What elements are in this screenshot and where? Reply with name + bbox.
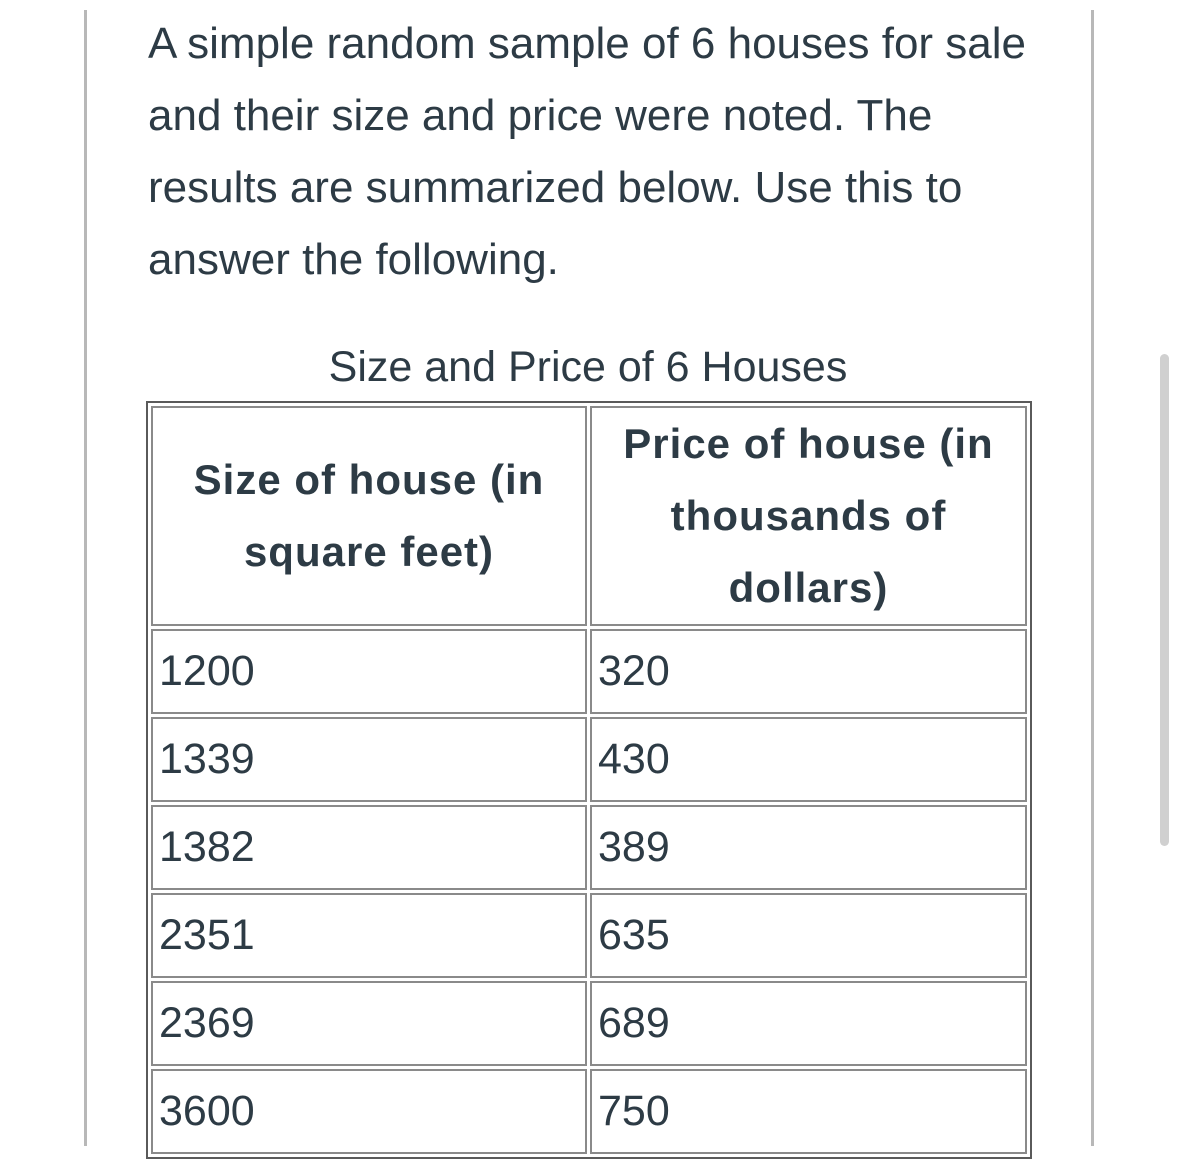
size-cell: 1339 bbox=[151, 717, 587, 802]
price-cell: 430 bbox=[590, 717, 1027, 802]
column-header-price: Price of house (in thousands of dollars) bbox=[590, 406, 1027, 626]
houses-table bbox=[146, 401, 1032, 1159]
table-caption: Size and Price of 6 Houses bbox=[328, 343, 848, 391]
question-intro-text: A simple random sample of 6 houses for sale and their size and price were noted. The results are summarized below. Use this to answer the following. bbox=[148, 19, 1027, 284]
content-left-border bbox=[84, 10, 87, 1146]
table-header-row bbox=[151, 406, 1027, 626]
column-header-size: Size of house (in square feet) bbox=[151, 406, 587, 626]
size-cell: 2351 bbox=[151, 893, 587, 978]
size-cell: 1382 bbox=[151, 805, 587, 890]
size-cell: 3600 bbox=[151, 1069, 587, 1154]
table-row bbox=[151, 1069, 1027, 1154]
size-cell: 2369 bbox=[151, 981, 587, 1066]
price-cell: 389 bbox=[590, 805, 1027, 890]
price-cell: 320 bbox=[590, 629, 1027, 714]
table-row bbox=[151, 629, 1027, 714]
size-cell: 1200 bbox=[151, 629, 587, 714]
scrollbar[interactable] bbox=[1160, 354, 1169, 846]
table-row bbox=[151, 893, 1027, 978]
content-right-border bbox=[1091, 10, 1094, 1146]
price-cell: 689 bbox=[590, 981, 1027, 1066]
table-row bbox=[151, 981, 1027, 1066]
price-cell: 635 bbox=[590, 893, 1027, 978]
price-cell: 750 bbox=[590, 1069, 1027, 1154]
table-row bbox=[151, 805, 1027, 890]
table-row bbox=[151, 717, 1027, 802]
